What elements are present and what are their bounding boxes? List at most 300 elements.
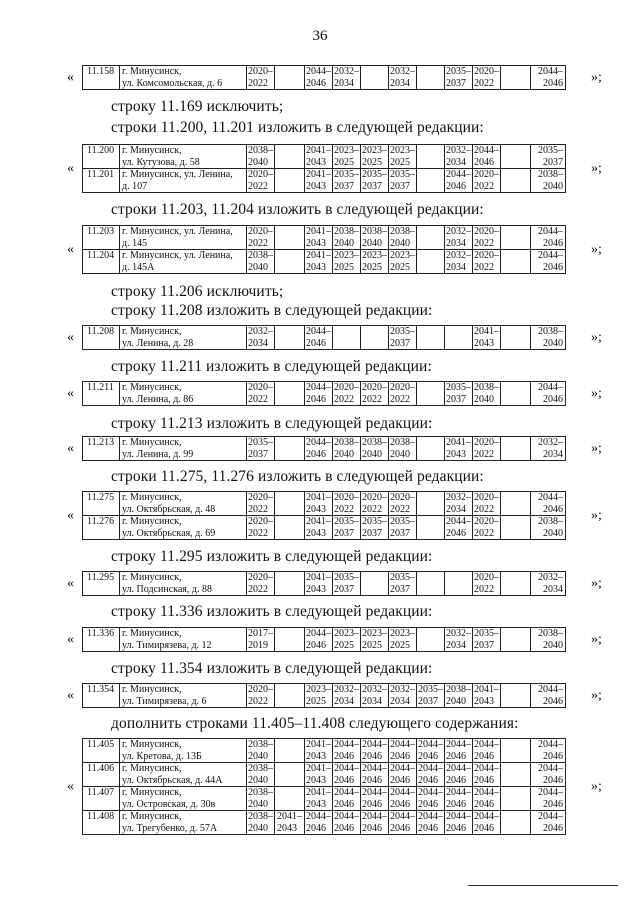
table-row	[83, 250, 566, 274]
period-cell	[389, 437, 417, 461]
period-cell	[445, 684, 473, 708]
period-cell	[275, 226, 305, 250]
period-cell	[445, 811, 473, 835]
period-end: 2022	[390, 503, 410, 515]
address-city: г. Минусинск,	[122, 811, 182, 822]
period-cell	[531, 145, 566, 169]
period-end: 2022	[248, 393, 268, 405]
table-block	[67, 738, 602, 835]
period-cell	[531, 739, 566, 763]
period-cell	[445, 382, 473, 406]
period-cell	[305, 572, 333, 596]
period-end: 2043	[474, 337, 494, 349]
period-end: 2025	[362, 156, 382, 168]
address-cell	[120, 437, 247, 461]
period-end: 2046	[390, 774, 410, 786]
period-end: 2022	[248, 583, 268, 595]
period-end: 2025	[390, 156, 410, 168]
period-cell	[531, 811, 566, 835]
period-start: 2020–	[390, 382, 415, 393]
table-row	[83, 684, 566, 708]
table-block	[67, 683, 602, 708]
period-end: 2046	[474, 774, 494, 786]
period-end: 2046	[446, 527, 466, 539]
period-start: 2044–	[474, 739, 499, 750]
period-start: 2038–	[362, 437, 387, 448]
period-end: 2046	[474, 798, 494, 810]
amendment-table	[82, 381, 566, 406]
period-cell	[247, 516, 275, 540]
period-start: 2044–	[306, 628, 331, 639]
period-cell	[275, 811, 305, 835]
period-cell	[473, 250, 501, 274]
period-cell	[333, 684, 361, 708]
period-end: 2040	[390, 448, 410, 460]
period-cell	[473, 572, 501, 596]
period-start: 2044–	[538, 226, 563, 237]
address-cell	[120, 763, 247, 787]
period-start: 2041–	[306, 516, 331, 527]
period-end: 2022	[474, 261, 494, 273]
period-cell	[305, 382, 333, 406]
period-cell	[275, 763, 305, 787]
period-end: 2037	[390, 180, 410, 192]
period-end: 2046	[418, 798, 438, 810]
paragraph-edit-11-354: строку 11.354 изложить в следующей редакции:	[111, 660, 433, 677]
period-start: 2035–	[390, 572, 415, 583]
period-start: 2041–	[306, 250, 331, 261]
period-end: 2037	[418, 695, 438, 707]
period-end: 2034	[390, 695, 410, 707]
period-start: 2032–	[538, 572, 563, 583]
address-cell	[120, 226, 247, 250]
table-block	[67, 436, 602, 461]
table-block	[67, 325, 602, 350]
period-start: 2044–	[334, 787, 359, 798]
paragraph-edit-11-295: строку 11.295 изложить в следующей редакции:	[111, 548, 433, 565]
period-cell	[531, 492, 566, 516]
table-row	[83, 382, 566, 406]
period-end: 2034	[362, 695, 382, 707]
address-cell	[120, 66, 247, 90]
period-end: 2046	[418, 774, 438, 786]
period-start: 2020–	[248, 382, 273, 393]
address-street: ул. Кретова, д. 13Б	[122, 750, 202, 762]
period-start: 2020–	[362, 382, 387, 393]
period-start: 2044–	[362, 763, 387, 774]
period-start: 2044–	[446, 787, 471, 798]
address-cell	[120, 516, 247, 540]
period-end: 2037	[362, 180, 382, 192]
period-start: 2044–	[362, 787, 387, 798]
period-end: 2037	[334, 527, 354, 539]
period-start: 2020–	[390, 492, 415, 503]
period-cell	[361, 516, 389, 540]
period-start: 2044–	[390, 811, 415, 822]
period-start: 2035–	[362, 169, 387, 180]
period-end: 2046	[474, 822, 494, 834]
period-cell	[361, 628, 389, 652]
period-end: 2040	[446, 695, 466, 707]
address-city: г. Минусинск,	[122, 787, 182, 798]
period-start: 2023–	[334, 145, 359, 156]
row-number: 11.405	[83, 739, 120, 763]
period-cell	[389, 326, 417, 350]
period-start: 2020–	[248, 516, 273, 527]
period-end: 2046	[362, 798, 382, 810]
period-cell	[501, 145, 531, 169]
period-start: 2023–	[362, 250, 387, 261]
period-cell	[445, 326, 473, 350]
period-cell	[305, 516, 333, 540]
period-cell	[501, 516, 531, 540]
period-cell	[501, 492, 531, 516]
period-start: 2032–	[446, 226, 471, 237]
paragraph-exclude-11-169: строку 11.169 исключить;	[111, 98, 284, 115]
period-cell	[305, 763, 333, 787]
period-start: 2044–	[446, 516, 471, 527]
row-number: 11.200	[83, 145, 120, 169]
open-quote: «	[67, 160, 74, 176]
period-start: 2035–	[334, 169, 359, 180]
period-cell	[361, 145, 389, 169]
address-street: ул. Октябрьская, д. 69	[122, 527, 216, 539]
period-start: 2020–	[248, 572, 273, 583]
period-cell	[531, 572, 566, 596]
period-end: 2037	[362, 527, 382, 539]
period-start: 2044–	[538, 382, 563, 393]
period-cell	[473, 437, 501, 461]
period-end: 2046	[306, 393, 326, 405]
period-cell	[417, 437, 445, 461]
period-cell	[247, 492, 275, 516]
period-end: 2025	[334, 156, 354, 168]
period-end: 2022	[362, 503, 382, 515]
period-end: 2040	[248, 261, 268, 273]
period-start: 2038–	[474, 382, 499, 393]
period-end: 2043	[306, 774, 326, 786]
row-number: 11.275	[83, 492, 120, 516]
period-cell	[247, 250, 275, 274]
address-street: ул. Ленина, д. 86	[122, 393, 194, 405]
period-cell	[361, 492, 389, 516]
period-cell	[333, 516, 361, 540]
period-cell	[445, 787, 473, 811]
period-cell	[473, 684, 501, 708]
period-cell	[501, 787, 531, 811]
row-number: 11.208	[83, 326, 120, 350]
period-end: 2022	[248, 503, 268, 515]
paragraph-edit-11-211: строку 11.211 изложить в следующей редакции:	[111, 358, 432, 375]
period-cell	[445, 492, 473, 516]
period-start: 2032–	[446, 250, 471, 261]
period-end: 2025	[390, 639, 410, 651]
period-cell	[333, 572, 361, 596]
row-number: 11.213	[83, 437, 120, 461]
period-start: 2044–	[538, 250, 563, 261]
period-start: 2044–	[334, 763, 359, 774]
period-cell	[531, 226, 566, 250]
period-cell	[389, 145, 417, 169]
period-end: 2040	[362, 448, 382, 460]
period-cell	[247, 382, 275, 406]
period-cell	[473, 739, 501, 763]
address-city: г. Минусинск,	[122, 492, 182, 503]
period-cell	[305, 628, 333, 652]
period-cell	[305, 66, 333, 90]
paragraph-edit-11-203-11-204: строки 11.203, 11.204 изложить в следующей редакции:	[111, 201, 484, 218]
amendment-table	[82, 325, 566, 350]
table-row	[83, 492, 566, 516]
period-start: 2038–	[248, 145, 273, 156]
period-cell	[417, 326, 445, 350]
period-start: 2023–	[362, 145, 387, 156]
period-cell	[361, 787, 389, 811]
row-number: 11.407	[83, 787, 120, 811]
period-cell	[275, 250, 305, 274]
row-number: 11.406	[83, 763, 120, 787]
period-end: 2037	[390, 527, 410, 539]
period-start: 2035–	[390, 169, 415, 180]
period-cell	[473, 492, 501, 516]
period-start: 2044–	[446, 763, 471, 774]
period-cell	[501, 763, 531, 787]
period-end: 2046	[334, 822, 354, 834]
table-block	[67, 144, 602, 193]
period-cell	[473, 811, 501, 835]
period-cell	[417, 739, 445, 763]
period-end: 2046	[446, 798, 466, 810]
period-start: 2038–	[248, 811, 273, 822]
open-quote: «	[67, 385, 74, 401]
period-start: 2044–	[538, 763, 563, 774]
row-number: 11.201	[83, 169, 120, 193]
period-end: 2046	[446, 822, 466, 834]
period-cell	[417, 811, 445, 835]
address-city: г. Минусинск,	[122, 628, 182, 639]
period-end: 2043	[306, 798, 326, 810]
period-cell	[275, 787, 305, 811]
close-quote: »;	[591, 385, 602, 401]
row-number: 11.211	[83, 382, 120, 406]
period-cell	[473, 382, 501, 406]
period-start: 2044–	[474, 145, 499, 156]
period-end: 2046	[334, 798, 354, 810]
period-start: 2035–	[334, 572, 359, 583]
period-end: 2046	[418, 822, 438, 834]
period-cell	[361, 382, 389, 406]
period-end: 2037	[474, 639, 494, 651]
period-end: 2022	[248, 237, 268, 249]
period-end: 2022	[248, 180, 268, 192]
period-end: 2037	[390, 583, 410, 595]
period-cell	[389, 492, 417, 516]
period-start: 2038–	[390, 437, 415, 448]
period-cell	[531, 66, 566, 90]
period-end: 2046	[543, 750, 563, 762]
period-cell	[417, 572, 445, 596]
period-cell	[275, 628, 305, 652]
address-street: д. 145	[122, 237, 148, 249]
period-cell	[247, 684, 275, 708]
period-cell	[389, 572, 417, 596]
period-cell	[305, 226, 333, 250]
period-end: 2046	[306, 448, 326, 460]
address-cell	[120, 492, 247, 516]
address-city: г. Минусинск, ул. Ленина,	[122, 169, 233, 180]
period-cell	[473, 226, 501, 250]
amendment-table	[82, 436, 566, 461]
period-cell	[531, 684, 566, 708]
period-end: 2022	[474, 237, 494, 249]
period-end: 2046	[543, 237, 563, 249]
table-row	[83, 572, 566, 596]
period-start: 2044–	[390, 763, 415, 774]
row-number: 11.408	[83, 811, 120, 835]
period-start: 2020–	[334, 382, 359, 393]
close-quote: »;	[591, 507, 602, 523]
period-start: 2038–	[538, 169, 563, 180]
period-start: 2035–	[362, 516, 387, 527]
period-cell	[501, 684, 531, 708]
period-cell	[247, 739, 275, 763]
period-cell	[361, 763, 389, 787]
period-cell	[333, 787, 361, 811]
period-start: 2032–	[538, 437, 563, 448]
period-start: 2038–	[248, 787, 273, 798]
address-street: ул. Ленина, д. 99	[122, 448, 194, 460]
address-cell	[120, 145, 247, 169]
period-cell	[389, 811, 417, 835]
period-end: 2043	[306, 156, 326, 168]
period-cell	[275, 169, 305, 193]
period-cell	[417, 516, 445, 540]
period-cell	[305, 169, 333, 193]
period-end: 2040	[248, 822, 268, 834]
period-cell	[247, 628, 275, 652]
period-cell	[333, 169, 361, 193]
period-start: 2044–	[474, 763, 499, 774]
close-quote: »;	[591, 241, 602, 257]
period-end: 2046	[543, 774, 563, 786]
period-cell	[333, 492, 361, 516]
period-cell	[361, 572, 389, 596]
period-end: 2046	[334, 774, 354, 786]
period-cell	[501, 739, 531, 763]
period-end: 2043	[474, 695, 494, 707]
period-cell	[445, 628, 473, 652]
period-end: 2034	[248, 337, 268, 349]
period-end: 2043	[306, 583, 326, 595]
period-start: 2035–	[538, 145, 563, 156]
period-start: 2035–	[334, 516, 359, 527]
footer-rule	[468, 885, 618, 886]
period-cell	[501, 628, 531, 652]
period-start: 2020–	[474, 572, 499, 583]
open-quote: «	[67, 440, 74, 456]
period-cell	[417, 628, 445, 652]
period-end: 2025	[334, 261, 354, 273]
period-start: 2020–	[474, 437, 499, 448]
period-end: 2025	[390, 261, 410, 273]
period-cell	[531, 763, 566, 787]
period-end: 2037	[334, 180, 354, 192]
period-start: 2023–	[334, 250, 359, 261]
period-cell	[389, 628, 417, 652]
period-start: 2041–	[306, 763, 331, 774]
period-cell	[305, 787, 333, 811]
paragraph-add-11-405-11-408: дополнить строками 11.405–11.408 следующего содержания:	[111, 715, 519, 732]
table-block	[67, 571, 602, 596]
period-cell	[445, 437, 473, 461]
period-start: 2032–	[362, 684, 387, 695]
period-end: 2034	[334, 695, 354, 707]
period-cell	[473, 169, 501, 193]
period-cell	[501, 169, 531, 193]
period-cell	[361, 66, 389, 90]
period-cell	[361, 169, 389, 193]
period-end: 2040	[543, 337, 563, 349]
period-end: 2046	[543, 695, 563, 707]
period-end: 2022	[474, 503, 494, 515]
address-street: ул. Кутузова, д. 58	[122, 156, 200, 168]
period-cell	[417, 787, 445, 811]
period-cell	[501, 226, 531, 250]
address-street: ул. Островская, д. 30в	[122, 798, 216, 810]
period-end: 2046	[306, 337, 326, 349]
period-cell	[333, 66, 361, 90]
period-end: 2034	[543, 583, 563, 595]
period-start: 2038–	[538, 326, 563, 337]
period-cell	[275, 739, 305, 763]
period-cell	[333, 382, 361, 406]
period-end: 2046	[543, 503, 563, 515]
period-cell	[361, 326, 389, 350]
period-cell	[501, 326, 531, 350]
period-start: 2032–	[446, 145, 471, 156]
period-cell	[417, 684, 445, 708]
period-end: 2025	[334, 639, 354, 651]
period-cell	[361, 437, 389, 461]
period-start: 2032–	[248, 326, 273, 337]
address-cell	[120, 628, 247, 652]
period-end: 2025	[306, 695, 326, 707]
period-start: 2041–	[306, 492, 331, 503]
period-cell	[275, 66, 305, 90]
open-quote: «	[67, 631, 74, 647]
period-end: 2022	[474, 448, 494, 460]
period-cell	[389, 763, 417, 787]
period-start: 2035–	[446, 66, 471, 77]
table-block	[67, 65, 602, 90]
address-city: г. Минусинск,	[122, 572, 182, 583]
period-cell	[501, 572, 531, 596]
period-start: 2023–	[390, 145, 415, 156]
period-end: 2022	[248, 695, 268, 707]
period-end: 2046	[543, 393, 563, 405]
table-row	[83, 226, 566, 250]
period-start: 2041–	[306, 145, 331, 156]
period-cell	[389, 226, 417, 250]
period-start: 2023–	[334, 628, 359, 639]
period-cell	[333, 145, 361, 169]
period-cell	[473, 326, 501, 350]
period-end: 2037	[248, 448, 268, 460]
period-cell	[361, 250, 389, 274]
period-cell	[473, 763, 501, 787]
table-row	[83, 326, 566, 350]
amendment-table	[82, 144, 566, 193]
